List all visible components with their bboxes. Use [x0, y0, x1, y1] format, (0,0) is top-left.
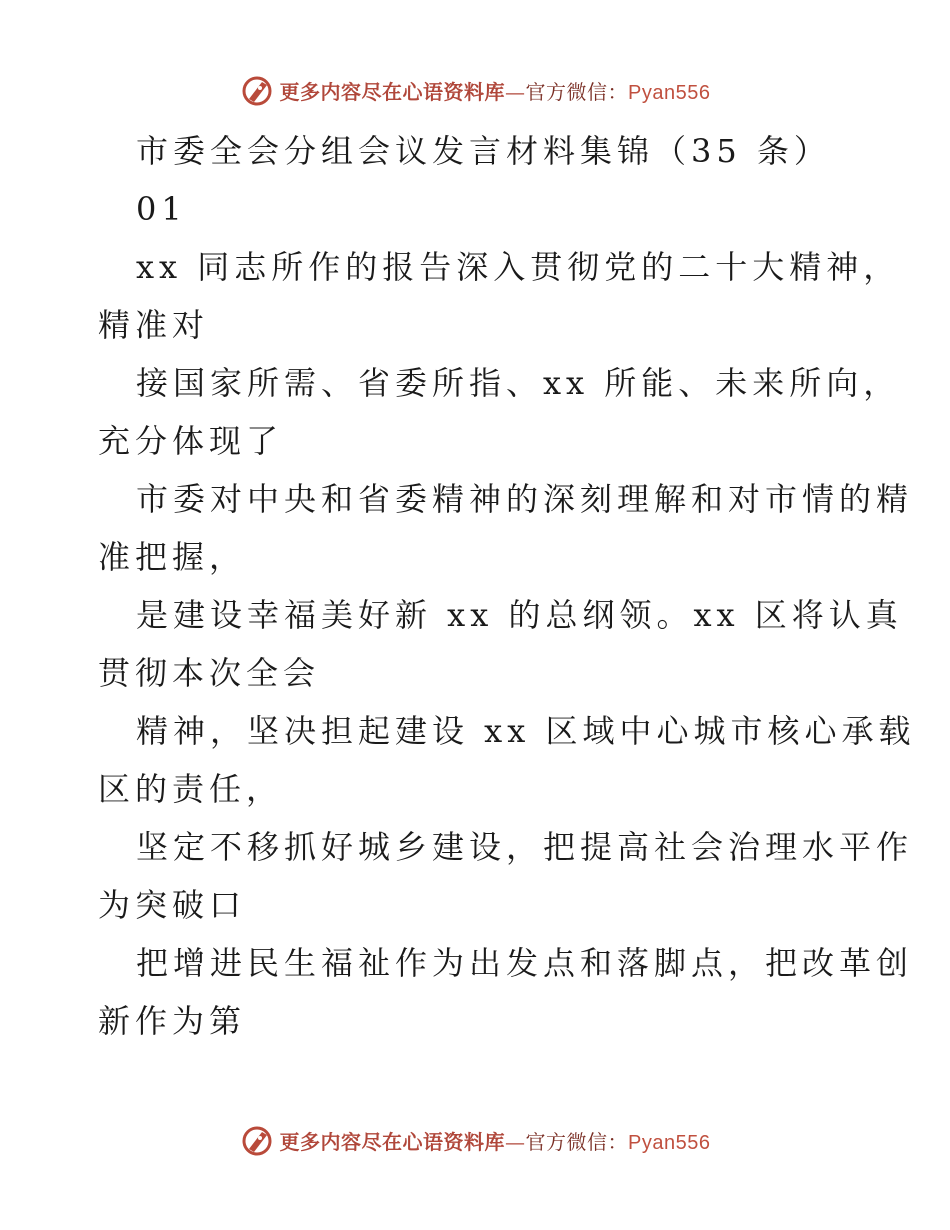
watermark-label: 官方微信： [525, 1129, 629, 1154]
section-number: 01 [136, 190, 187, 228]
document-title: 市委全会分组会议发言材料集锦（35 条） [136, 132, 831, 170]
text-line: 市委对中央和省委精神的深刻理解和对市情的精 [136, 480, 914, 518]
watermark-text [280, 76, 711, 105]
text-line: 精准对 [98, 306, 210, 344]
text-line: 新作为第 [98, 1002, 247, 1040]
text-line: 区的责任， [98, 770, 284, 808]
watermark-separator: — [505, 79, 526, 104]
pen-nib-logo-icon [240, 1123, 274, 1157]
watermark-text [280, 1126, 711, 1155]
text-line: 精神，坚决担起建设 xx 区域中心城市核心承载 [136, 712, 916, 750]
watermark-wechat-id: Pyan556 [628, 81, 711, 104]
pen-nib-logo-icon [240, 73, 274, 107]
footer-watermark-banner [0, 1120, 950, 1160]
header-watermark-banner [0, 70, 950, 110]
text-line: 准把握， [98, 538, 247, 576]
watermark-brand: 更多内容尽在心语资料库 [279, 1129, 506, 1154]
text-line: 贯彻本次全会 [98, 654, 321, 692]
text-line: 把增进民生福祉作为出发点和落脚点，把改革创 [136, 944, 914, 982]
text-line: xx 同志所作的报告深入贯彻党的二十大精神， [136, 248, 901, 286]
watermark-brand: 更多内容尽在心语资料库 [279, 79, 506, 104]
text-line: 接国家所需、省委所指、xx 所能、未来所向， [136, 364, 901, 402]
document-body [98, 122, 916, 1050]
watermark-label: 官方微信： [525, 79, 629, 104]
text-line: 为突破口 [98, 886, 247, 924]
text-line: 充分体现了 [98, 422, 284, 460]
watermark-separator: — [505, 1129, 526, 1154]
text-line: 坚定不移抓好城乡建设，把提高社会治理水平作 [136, 828, 914, 866]
text-line: 是建设幸福美好新 xx 的总纲领。xx 区将认真 [136, 596, 903, 634]
watermark-wechat-id: Pyan556 [628, 1131, 711, 1154]
